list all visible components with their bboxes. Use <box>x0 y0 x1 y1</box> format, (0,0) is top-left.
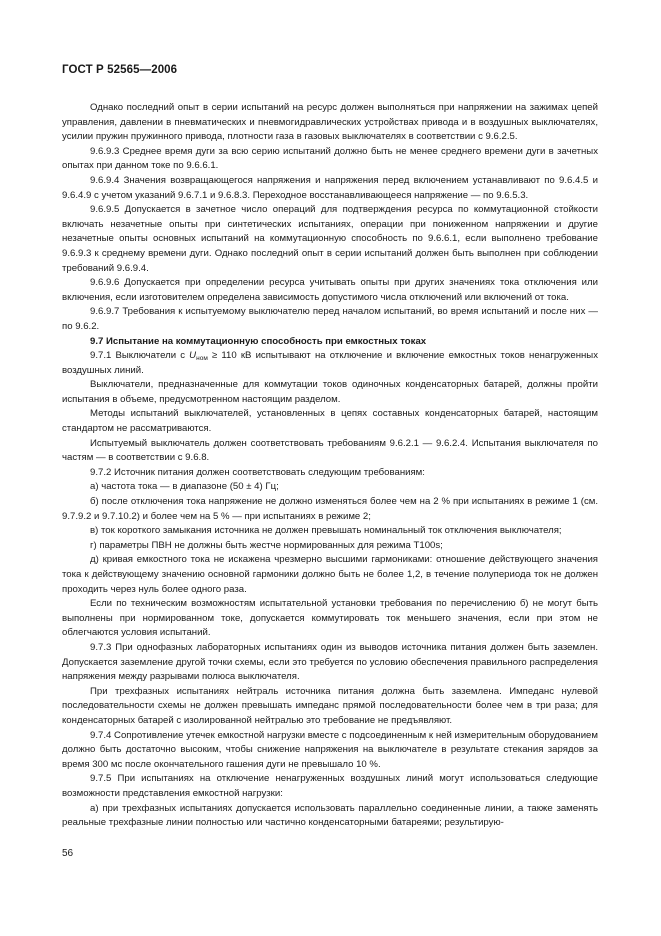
paragraph: Однако последний опыт в серии испытаний на ресурс должен выполняться при напряжении на зажимах цепей управления, давлении в пневматических и пневмогидравлических устройствах привода и в воздушных выключателях, усилии пружин пружинного привода, плотности газа в газовых выключателях в соответствии с 9.6.2.5. <box>62 102 598 143</box>
paragraph: Выключатели, предназначенные для коммутации токов одиночных конденсаторных батарей, должны пройти испытания в объеме, предусмотренном настоящим разделом. <box>62 379 598 405</box>
voltage-subscript: ном <box>196 355 208 363</box>
list-item: в) ток короткого замыкания источника не должен превышать номинальный ток отключения выключателя; <box>90 525 562 537</box>
paragraph: 9.6.9.4 Значения возвращающегося напряжения и напряжения перед включением устанавливают по 9.6.4.5 и 9.6.4.9 с учетом указаний 9.6.7.1 и 9.6.8.3. Переходное восстанавливающееся напряжение — по 9.6.5.3. <box>62 174 598 201</box>
list-item: г) параметры ПВН не должны быть жестче нормированных для режима Т100s; <box>90 539 443 551</box>
paragraph: Если по техническим возможностям испытательной установки требования по перечислению б) не могут быть выполнены при нормированном токе, допускается коммутировать ток меньшего значения, если при этом не облегчаются условия испытаний. <box>62 598 598 639</box>
document-header: ГОСТ Р 52565—2006 <box>62 64 178 76</box>
paragraph: 9.7.3 При однофазных лабораторных испытаниях один из выводов источника питания должен быть заземлен. Допускается заземление другой точки схемы, если это требуется по условию обеспечения правильного распределения напряжения между разрывами полюса выключателя. <box>62 641 598 683</box>
paragraph: При трехфазных испытаниях нейтраль источника питания должна быть заземлена. Импеданс нулевой последовательности схемы не должен превышать импеданс прямой последовательности более чем в три раза; для конденсаторных батарей с изолированной нейтралью это требование не предъявляют. <box>62 685 598 726</box>
paragraph: 9.7.5 При испытаниях на отключение ненагруженных воздушных линий могут использоваться следующие возможности представления емкостной нагрузки: <box>62 773 598 799</box>
paragraph: 9.6.9.6 Допускается при определении ресурса учитывать опыты при других значениях тока отключения или включения, если изготовителем определена зависимость допустимого числа отключений или включений от тока. <box>62 277 598 303</box>
paragraph: Испытуемый выключатель должен соответствовать требованиям 9.6.2.1 — 9.6.2.4. Испытания выключателя по частям — в соответствии с 9.6.8. <box>62 437 598 464</box>
paragraph: Методы испытаний выключателей, установленных в цепях составных конденсаторных батарей, настоящим стандартом не рассматриваются. <box>62 408 598 435</box>
paragraph-text: 9.7.1 Выключатели с <box>90 350 190 362</box>
document-body <box>62 101 598 831</box>
section-heading: 9.7 Испытание на коммутационную способность при емкостных токах <box>90 335 427 347</box>
paragraph-9-7-1 <box>62 349 598 378</box>
paragraph: 9.6.9.5 Допускается в зачетное число операций для подтверждения ресурса по коммутационной стойкости включать незачетные опыты при синтетических испытаниях, операции при пониженном напряжении и другие незачетные опыты основных испытаний на коммутационную способность по 9.6.6.1, если выполнено требование 9.6.9.3 к среднему времени дуги. Однако последний опыт в серии испытаний должен быть выполнен при соблюдении требований 9.6.9.4. <box>62 204 598 274</box>
list-item: б) после отключения тока напряжение не должно изменяться более чем на 2 % при испытаниях в режиме 1 (см. 9.7.9.2 и 9.7.10.2) и более чем на 5 % — при испытаниях в режиме 2; <box>62 496 598 522</box>
paragraph: 9.7.4 Сопротивление утечек емкостной нагрузки вместе с подсоединенным к ней измерительным оборудованием должно быть достаточно высоким, чтобы снижение напряжения на выключателе в результате стекания зарядов за время 300 мс после окончательного гашения дуги не превышало 10 %. <box>62 729 598 770</box>
page-number: 56 <box>62 848 74 859</box>
list-item: а) при трехфазных испытаниях допускается использовать параллельно соединенные линии, а также заменять реальные трехфазные линии полностью или частично конденсаторными батареями; результирую- <box>62 802 598 829</box>
list-item: д) кривая емкостного тока не искажена чрезмерно высшими гармониками: отношение действующего значения тока к действующему значению основной гармоники должно быть не более 1,2, в течение полупериода ток не должен проходить через нуль более одного раза. <box>62 554 598 595</box>
paragraph: 9.6.9.7 Требования к испытуемому выключателю перед началом испытаний, во время испытаний и после них — по 9.6.2. <box>62 306 598 332</box>
list-item: а) частота тока — в диапазоне (50 ± 4) Гц; <box>90 481 279 493</box>
paragraph-text: ≥ 110 кВ испытывают на отключение и включение емкостных токов ненагруженных воздушных линий. <box>62 350 598 376</box>
voltage-symbol: U <box>189 350 197 362</box>
paragraph: 9.7.2 Источник питания должен соответствовать следующим требованиям: <box>90 466 425 478</box>
paragraph: 9.6.9.3 Среднее время дуги за всю серию испытаний должно быть не менее среднего времени дуги в зачетных опытах при данном токе по 9.6.6.1. <box>62 145 598 172</box>
